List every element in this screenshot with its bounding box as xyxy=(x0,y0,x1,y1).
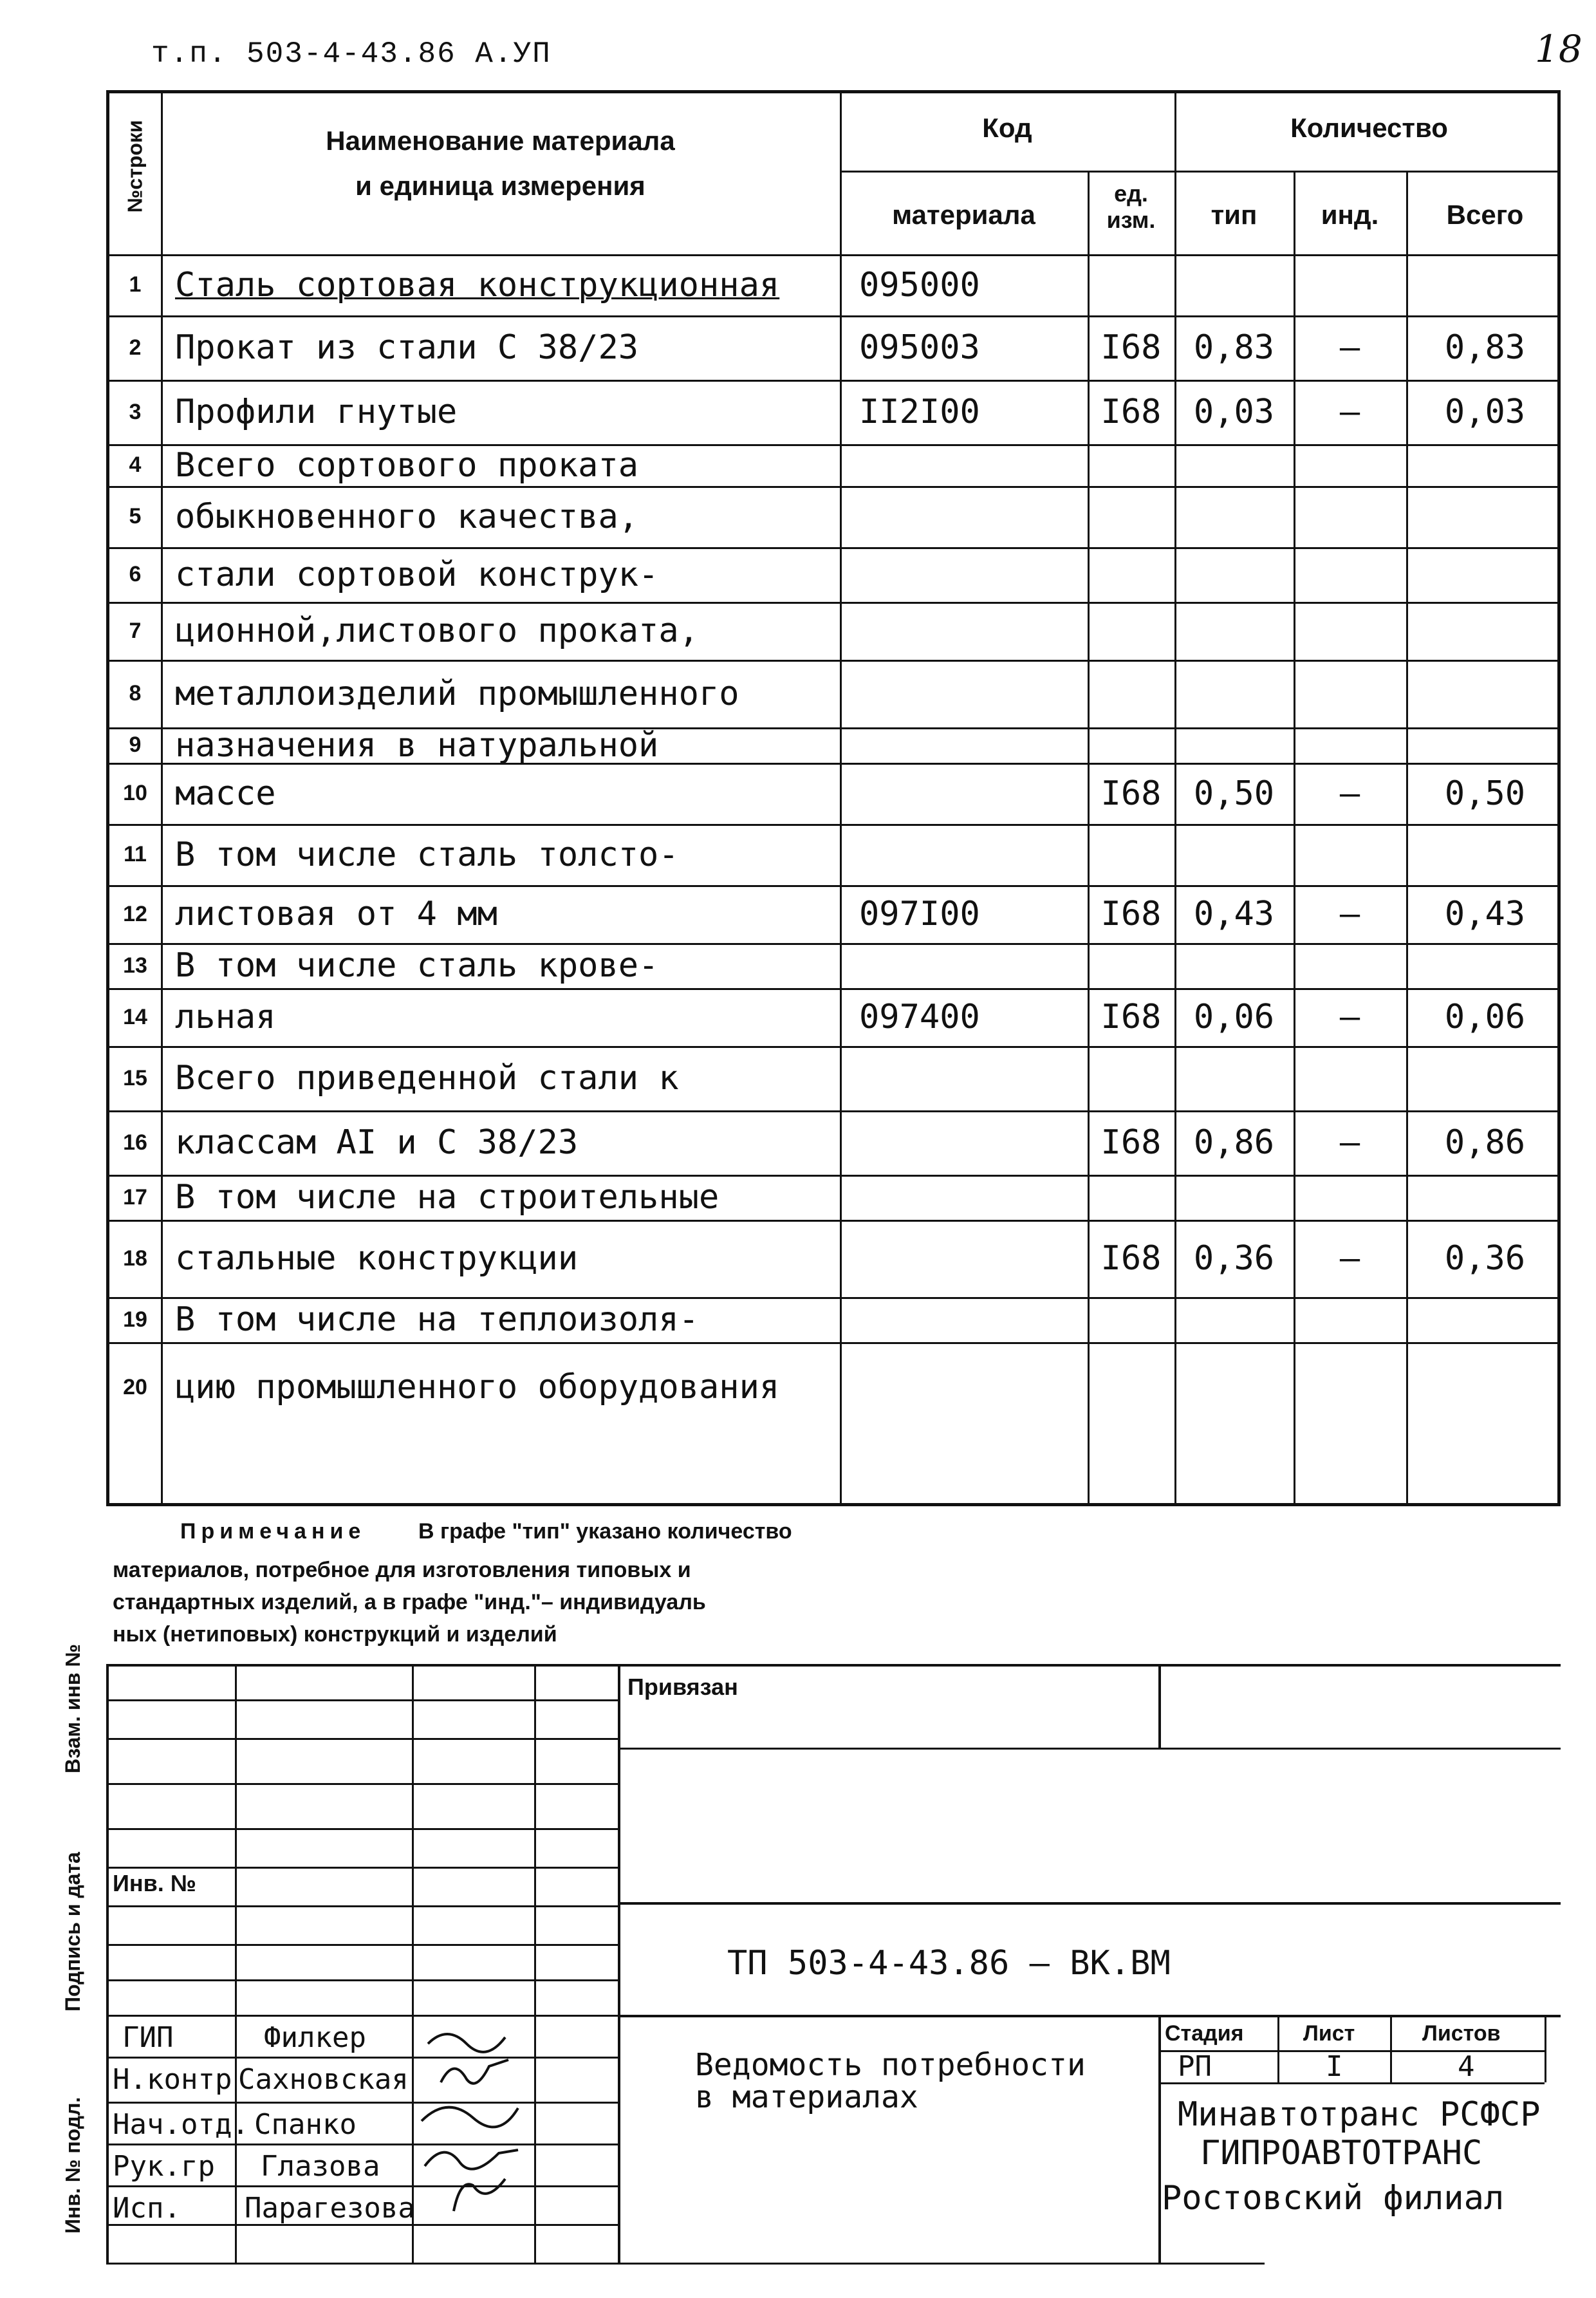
row-number: 4 xyxy=(129,453,142,477)
signature-1 xyxy=(441,2060,508,2084)
row-qty-type xyxy=(1174,1297,1294,1342)
row-number: 16 xyxy=(123,1130,147,1155)
role-1: Н.контр xyxy=(113,2063,232,2096)
row-name: стальные конструкции xyxy=(175,1239,579,1278)
row-qty-type xyxy=(1174,943,1294,988)
row-qty-ind: – xyxy=(1339,1239,1360,1278)
row-unit: I68 xyxy=(1100,1239,1162,1278)
row-qty-type: 0,36 xyxy=(1193,1239,1275,1278)
row-qty-total xyxy=(1406,486,1564,547)
row-qty-total: 0,36 xyxy=(1444,1239,1526,1278)
row-code xyxy=(840,1297,1107,1342)
note-line2: материалов, потребное для изготовления типовых и xyxy=(113,1558,691,1582)
row-qty-total xyxy=(1406,1046,1564,1110)
row-qty-total: 0,83 xyxy=(1444,328,1526,367)
row-qty-total xyxy=(1406,1297,1564,1342)
row-qty-total xyxy=(1406,254,1564,315)
row-qty-total: 0,03 xyxy=(1444,393,1526,431)
stage-label: Стадия xyxy=(1165,2021,1244,2046)
doc-title-line1: Ведомость потребности xyxy=(695,2047,1086,2083)
row-name: Профили гнутые xyxy=(175,393,458,431)
row-code xyxy=(840,444,1107,486)
row-number: 15 xyxy=(123,1065,147,1090)
materials-table xyxy=(106,90,1561,1506)
row-unit xyxy=(1088,602,1174,660)
row-qty-type xyxy=(1174,547,1294,602)
row-unit xyxy=(1088,486,1174,547)
row-name: обыкновенного качества, xyxy=(175,497,639,536)
row-name: В том числе сталь крове- xyxy=(175,946,659,985)
row-unit xyxy=(1088,1342,1174,1432)
row-number: 10 xyxy=(123,781,147,805)
row-qty-ind xyxy=(1294,1297,1406,1342)
signatures-image xyxy=(415,2018,608,2230)
document-code-header: т.п. 503-4-43.86 А.УП xyxy=(151,37,552,71)
row-unit xyxy=(1088,1046,1174,1110)
row-code xyxy=(840,486,1107,547)
role-4: Исп. xyxy=(113,2192,181,2225)
col-unit: ед. изм. xyxy=(1106,180,1156,234)
row-unit: I68 xyxy=(1100,1123,1162,1162)
row-qty-total xyxy=(1406,444,1564,486)
row-number: 7 xyxy=(129,618,142,643)
row-unit xyxy=(1088,727,1174,763)
side-label-podpis: Подпись и дата xyxy=(61,1852,84,2012)
row-qty-type xyxy=(1174,1342,1294,1432)
row-unit xyxy=(1088,943,1174,988)
row-number: 1 xyxy=(129,272,142,297)
col-qty-ind: инд. xyxy=(1321,200,1379,230)
row-code xyxy=(840,727,1107,763)
row-qty-total xyxy=(1406,1342,1564,1432)
row-qty-type: 0,03 xyxy=(1193,393,1275,431)
row-name: назначения в натуральной xyxy=(175,725,659,765)
role-3: Рук.гр xyxy=(113,2150,215,2183)
row-qty-total: 0,50 xyxy=(1444,774,1526,813)
row-number: 5 xyxy=(129,504,142,528)
row-code xyxy=(840,547,1107,602)
row-qty-type xyxy=(1174,1046,1294,1110)
org-line1: Минавтотранс РСФСР xyxy=(1178,2095,1541,2134)
col-qty-total: Всего xyxy=(1446,200,1524,230)
row-qty-ind: – xyxy=(1339,1123,1360,1162)
row-qty-total xyxy=(1406,1175,1564,1220)
row-number: 12 xyxy=(123,901,147,926)
row-qty-ind xyxy=(1294,254,1406,315)
row-code xyxy=(840,1342,1107,1432)
row-qty-ind: – xyxy=(1339,328,1360,367)
row-code: 095000 xyxy=(859,265,980,304)
row-qty-ind xyxy=(1294,1046,1406,1110)
row-code xyxy=(840,824,1107,885)
row-qty-total: 0,86 xyxy=(1444,1123,1526,1162)
col-qty-type: тип xyxy=(1211,200,1257,230)
row-name: листовая от 4 мм xyxy=(175,895,497,933)
row-name: цию промышленного оборудования xyxy=(175,1368,780,1406)
row-unit: I68 xyxy=(1100,774,1162,813)
row-number: 11 xyxy=(124,842,147,866)
row-qty-ind: – xyxy=(1339,998,1360,1036)
row-qty-type xyxy=(1174,1175,1294,1220)
row-code xyxy=(840,943,1107,988)
row-code xyxy=(840,763,1107,824)
row-number: 8 xyxy=(129,681,142,705)
row-name: Прокат из стали С 38/23 xyxy=(175,328,639,367)
row-code xyxy=(840,602,1107,660)
row-qty-ind: – xyxy=(1339,393,1360,431)
name-4: Парагезова xyxy=(245,2192,415,2225)
row-qty-type xyxy=(1174,824,1294,885)
side-label-vzam: Взам. инв № xyxy=(61,1643,84,1773)
row-code: 095003 xyxy=(859,328,980,367)
row-name: Сталь сортовая конструкционная xyxy=(175,265,780,304)
row-code: 097I00 xyxy=(859,895,980,933)
row-qty-type: 0,43 xyxy=(1193,895,1275,933)
row-number: 14 xyxy=(123,1004,147,1029)
row-unit xyxy=(1088,1175,1174,1220)
note-label: Примечание xyxy=(180,1519,366,1544)
row-number: 3 xyxy=(129,399,142,424)
row-unit: I68 xyxy=(1100,998,1162,1036)
row-qty-ind xyxy=(1294,444,1406,486)
note-line3: стандартных изделий, а в графе "инд."– индивидуаль xyxy=(113,1590,706,1614)
row-unit xyxy=(1088,1297,1174,1342)
row-name: В том числе сталь толсто- xyxy=(175,835,679,874)
row-unit xyxy=(1088,547,1174,602)
side-label-inv-podl: Инв. № подл. xyxy=(61,2097,84,2234)
row-unit xyxy=(1088,444,1174,486)
col-name-line1: Наименование материала xyxy=(326,126,675,156)
sheet-value: I xyxy=(1326,2050,1343,2083)
col-code-group: Код xyxy=(982,113,1032,143)
stage-value: РП xyxy=(1178,2050,1212,2083)
row-qty-type xyxy=(1174,727,1294,763)
row-qty-ind xyxy=(1294,602,1406,660)
col-name-line2: и единица измерения xyxy=(355,171,645,201)
row-number: 9 xyxy=(129,733,142,757)
row-name: В том числе на теплоизоля- xyxy=(175,1300,699,1339)
row-unit: I68 xyxy=(1100,328,1162,367)
doc-code: ТП 503-4-43.86 – ВК.ВМ xyxy=(727,1944,1171,1983)
sheet-label: Лист xyxy=(1303,2021,1355,2046)
row-code: II2I00 xyxy=(859,393,980,431)
row-qty-ind xyxy=(1294,486,1406,547)
row-code xyxy=(840,1220,1107,1297)
row-qty-ind xyxy=(1294,943,1406,988)
name-2: Спанко xyxy=(254,2108,357,2141)
row-qty-ind xyxy=(1294,1342,1406,1432)
row-name: ционной,листового проката, xyxy=(175,612,699,650)
signature-3 xyxy=(425,2150,518,2169)
doc-title-line2: в материалах xyxy=(695,2079,918,2115)
name-1: Сахновская xyxy=(238,2063,409,2096)
row-qty-total xyxy=(1406,602,1564,660)
row-qty-ind: – xyxy=(1339,774,1360,813)
row-unit: I68 xyxy=(1100,895,1162,933)
signature-0 xyxy=(428,2034,505,2052)
row-qty-type xyxy=(1174,444,1294,486)
sheets-value: 4 xyxy=(1458,2050,1475,2083)
row-name: Всего приведенной стали к xyxy=(175,1059,679,1098)
org-line2: ГИПРОАВТОТРАНС xyxy=(1200,2134,1483,2172)
privyazan-label: Привязан xyxy=(627,1674,738,1700)
row-number: 2 xyxy=(129,335,142,360)
row-number: 20 xyxy=(123,1374,147,1399)
row-qty-type xyxy=(1174,660,1294,727)
org-line3: Ростовский филиал xyxy=(1162,2179,1505,2218)
row-name: льная xyxy=(175,998,276,1036)
row-qty-ind: – xyxy=(1339,895,1360,933)
row-code xyxy=(840,1175,1107,1220)
row-qty-total xyxy=(1406,824,1564,885)
col-qty-group: Количество xyxy=(1290,113,1448,143)
row-number: 19 xyxy=(123,1307,147,1332)
row-name: стали сортовой конструк- xyxy=(175,555,659,594)
note-line4: ных (нетиповых) конструкций и изделий xyxy=(113,1622,557,1647)
row-qty-ind xyxy=(1294,727,1406,763)
row-name: Всего сортового проката xyxy=(175,445,639,485)
row-name: металлоизделий промышленного xyxy=(175,674,739,713)
note-line1: В графе "тип" указано количество xyxy=(418,1519,792,1544)
row-number: 6 xyxy=(129,562,142,586)
row-qty-total xyxy=(1406,660,1564,727)
row-name: классам АI и С 38/23 xyxy=(175,1123,579,1162)
row-number: 13 xyxy=(123,953,147,978)
row-qty-type xyxy=(1174,486,1294,547)
row-qty-type: 0,83 xyxy=(1193,328,1275,367)
role-2: Нач.отд. xyxy=(113,2108,249,2141)
name-3: Глазова xyxy=(261,2150,380,2183)
name-0: Филкер xyxy=(264,2021,366,2054)
row-number: 17 xyxy=(123,1184,147,1210)
row-qty-total xyxy=(1406,727,1564,763)
inv-no-label: Инв. № xyxy=(113,1870,196,1896)
row-qty-total: 0,06 xyxy=(1444,998,1526,1036)
row-name: В том числе на строительные xyxy=(175,1178,719,1217)
row-qty-total xyxy=(1406,943,1564,988)
row-qty-total xyxy=(1406,547,1564,602)
row-unit xyxy=(1088,254,1174,315)
row-code xyxy=(840,1110,1107,1175)
row-code xyxy=(840,1046,1107,1110)
row-code: 097400 xyxy=(859,998,980,1036)
row-name: массе xyxy=(175,774,276,813)
col-code-material: материала xyxy=(892,200,1035,230)
role-0: ГИП xyxy=(122,2021,174,2054)
row-unit xyxy=(1088,660,1174,727)
sheets-label: Листов xyxy=(1422,2021,1501,2046)
row-qty-total: 0,43 xyxy=(1444,895,1526,933)
row-qty-type: 0,86 xyxy=(1193,1123,1275,1162)
row-qty-type xyxy=(1174,254,1294,315)
row-qty-ind xyxy=(1294,1175,1406,1220)
row-qty-type xyxy=(1174,602,1294,660)
row-qty-type: 0,50 xyxy=(1193,774,1275,813)
row-number: 18 xyxy=(123,1246,147,1271)
row-code xyxy=(840,660,1107,727)
row-qty-type: 0,06 xyxy=(1193,998,1275,1036)
page-number: 18 xyxy=(1535,27,1582,71)
row-unit xyxy=(1088,824,1174,885)
signature-4 xyxy=(454,2179,505,2211)
row-qty-ind xyxy=(1294,547,1406,602)
col-row-no: №строки xyxy=(123,120,147,213)
row-qty-ind xyxy=(1294,824,1406,885)
row-qty-ind xyxy=(1294,660,1406,727)
row-unit: I68 xyxy=(1100,393,1162,431)
signature-2 xyxy=(422,2107,518,2127)
